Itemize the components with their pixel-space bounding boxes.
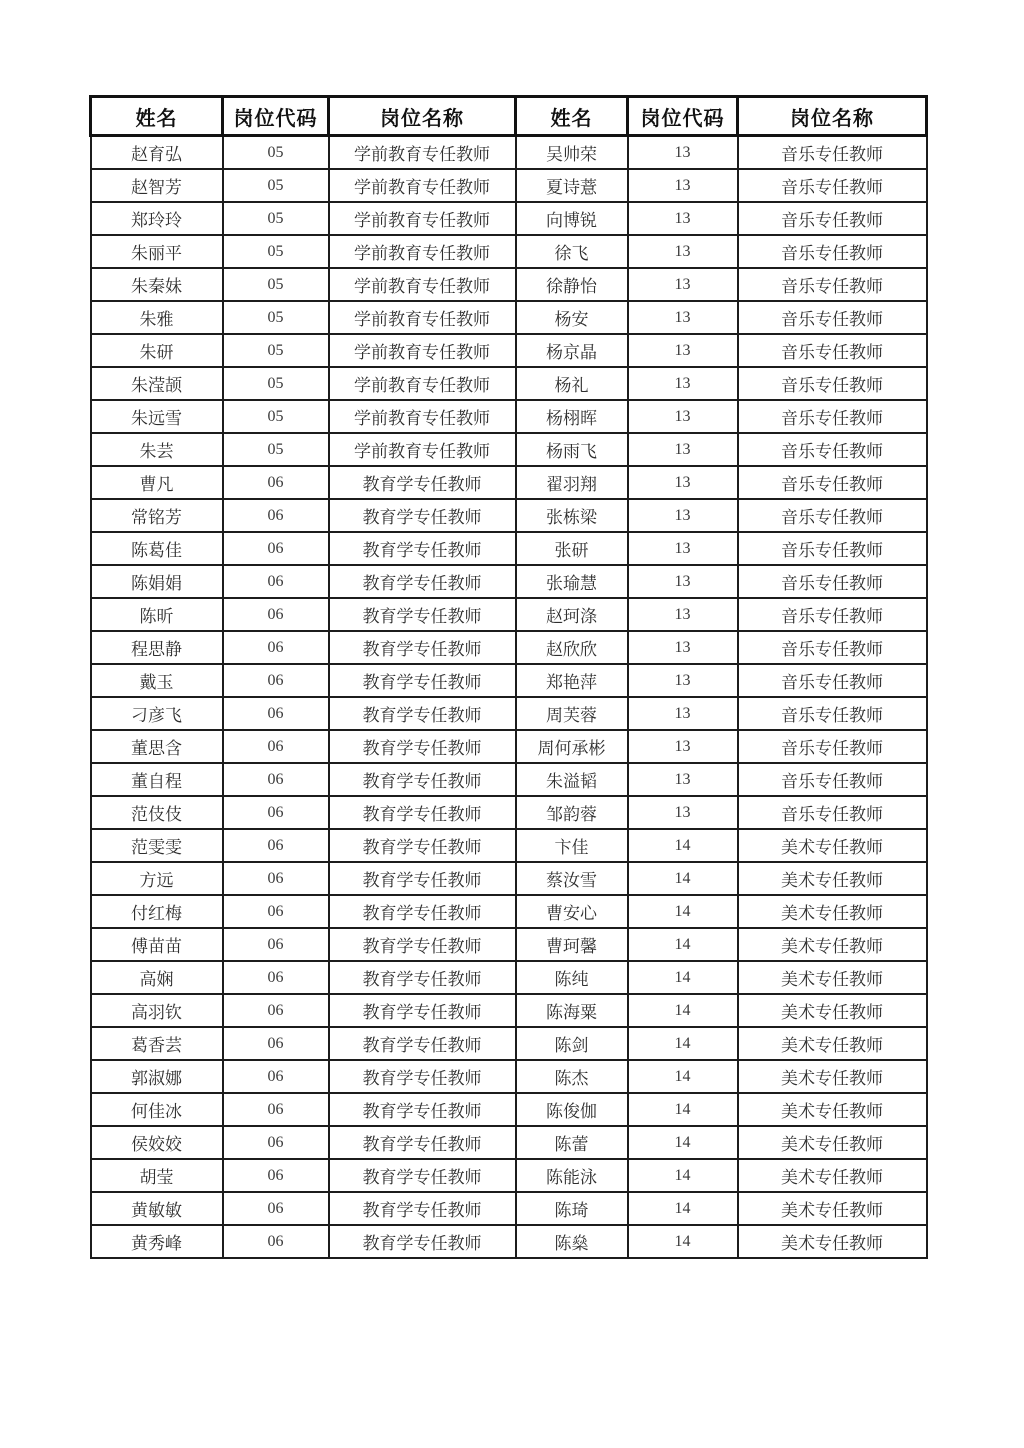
title-cell: 教育学专任教师: [329, 697, 516, 730]
code-cell: 14: [628, 1060, 738, 1093]
code-cell: 13: [628, 697, 738, 730]
title-cell: 音乐专任教师: [738, 796, 927, 829]
title-cell: 音乐专任教师: [738, 334, 927, 367]
name-cell: 范雯雯: [91, 829, 223, 862]
name-cell: 常铭芳: [91, 499, 223, 532]
name-cell: 郭淑娜: [91, 1060, 223, 1093]
title-cell: 音乐专任教师: [738, 565, 927, 598]
code-cell: 13: [628, 202, 738, 235]
name-cell: 张瑜慧: [516, 565, 628, 598]
code-cell: 14: [628, 829, 738, 862]
name-cell: 杨安: [516, 301, 628, 334]
name-cell: 向博锐: [516, 202, 628, 235]
name-cell: 程思静: [91, 631, 223, 664]
name-cell: 高羽钦: [91, 994, 223, 1027]
title-cell: 教育学专任教师: [329, 598, 516, 631]
table-row: [91, 1159, 927, 1192]
name-cell: 朱远雪: [91, 400, 223, 433]
code-cell: 14: [628, 1126, 738, 1159]
code-cell: 13: [628, 796, 738, 829]
name-cell: 徐飞: [516, 235, 628, 268]
name-cell: 胡莹: [91, 1159, 223, 1192]
table-row: [91, 565, 927, 598]
table-row: [91, 1060, 927, 1093]
name-cell: 周芙蓉: [516, 697, 628, 730]
table-row: [91, 730, 927, 763]
name-cell: 付红梅: [91, 895, 223, 928]
name-cell: 朱雅: [91, 301, 223, 334]
name-cell: 杨京晶: [516, 334, 628, 367]
title-cell: 学前教育专任教师: [329, 367, 516, 400]
title-cell: 教育学专任教师: [329, 565, 516, 598]
code-cell: 13: [628, 301, 738, 334]
title-cell: 教育学专任教师: [329, 895, 516, 928]
name-cell: 周何承彬: [516, 730, 628, 763]
name-cell: 陈琦: [516, 1192, 628, 1225]
name-cell: 陈海粟: [516, 994, 628, 1027]
title-cell: 音乐专任教师: [738, 664, 927, 697]
code-cell: 13: [628, 367, 738, 400]
name-cell: 戴玉: [91, 664, 223, 697]
table-row: [91, 697, 927, 730]
name-cell: 朱溢韬: [516, 763, 628, 796]
name-cell: 陈昕: [91, 598, 223, 631]
title-header: 岗位名称: [329, 97, 516, 136]
title-cell: 音乐专任教师: [738, 433, 927, 466]
header-row: [91, 97, 927, 136]
title-cell: 音乐专任教师: [738, 730, 927, 763]
title-cell: 音乐专任教师: [738, 697, 927, 730]
code-cell: 06: [223, 862, 329, 895]
table-row: [91, 268, 927, 301]
name-cell: 陈燊: [516, 1225, 628, 1258]
code-cell: 14: [628, 1027, 738, 1060]
name-cell: 邹韵蓉: [516, 796, 628, 829]
table-row: [91, 301, 927, 334]
name-cell: 赵智芳: [91, 169, 223, 202]
name-cell: 郑玲玲: [91, 202, 223, 235]
name-cell: 陈能泳: [516, 1159, 628, 1192]
title-cell: 音乐专任教师: [738, 532, 927, 565]
title-cell: 教育学专任教师: [329, 961, 516, 994]
table-row: [91, 994, 927, 1027]
code-cell: 06: [223, 499, 329, 532]
title-cell: 美术专任教师: [738, 1192, 927, 1225]
code-cell: 06: [223, 1225, 329, 1258]
table-row: [91, 664, 927, 697]
name-cell: 何佳冰: [91, 1093, 223, 1126]
table-row: [91, 400, 927, 433]
title-cell: 教育学专任教师: [329, 532, 516, 565]
title-cell: 教育学专任教师: [329, 466, 516, 499]
title-cell: 教育学专任教师: [329, 862, 516, 895]
title-cell: 教育学专任教师: [329, 1060, 516, 1093]
table-row: [91, 895, 927, 928]
code-cell: 06: [223, 1093, 329, 1126]
title-cell: 教育学专任教师: [329, 994, 516, 1027]
code-cell: 06: [223, 598, 329, 631]
code-cell: 06: [223, 631, 329, 664]
code-cell: 06: [223, 1027, 329, 1060]
title-header: 岗位名称: [738, 97, 927, 136]
code-header: 岗位代码: [628, 97, 738, 136]
code-cell: 13: [628, 532, 738, 565]
title-cell: 音乐专任教师: [738, 169, 927, 202]
title-cell: 学前教育专任教师: [329, 301, 516, 334]
title-cell: 音乐专任教师: [738, 598, 927, 631]
code-cell: 14: [628, 1093, 738, 1126]
title-cell: 音乐专任教师: [738, 631, 927, 664]
code-cell: 14: [628, 1159, 738, 1192]
title-cell: 教育学专任教师: [329, 763, 516, 796]
name-cell: 杨雨飞: [516, 433, 628, 466]
title-cell: 学前教育专任教师: [329, 202, 516, 235]
name-cell: 葛香芸: [91, 1027, 223, 1060]
title-cell: 学前教育专任教师: [329, 136, 516, 170]
title-cell: 教育学专任教师: [329, 730, 516, 763]
title-cell: 学前教育专任教师: [329, 268, 516, 301]
name-cell: 曹凡: [91, 466, 223, 499]
name-header: 姓名: [91, 97, 223, 136]
name-cell: 赵育弘: [91, 136, 223, 170]
table-row: [91, 598, 927, 631]
code-cell: 06: [223, 796, 329, 829]
name-cell: 曹安心: [516, 895, 628, 928]
table-row: [91, 334, 927, 367]
table-row: [91, 1192, 927, 1225]
code-cell: 14: [628, 994, 738, 1027]
name-cell: 翟羽翔: [516, 466, 628, 499]
name-cell: 陈娟娟: [91, 565, 223, 598]
title-cell: 教育学专任教师: [329, 1159, 516, 1192]
code-cell: 14: [628, 1225, 738, 1258]
code-cell: 14: [628, 961, 738, 994]
code-cell: 13: [628, 730, 738, 763]
title-cell: 音乐专任教师: [738, 268, 927, 301]
title-cell: 教育学专任教师: [329, 1192, 516, 1225]
table-row: [91, 235, 927, 268]
code-cell: 06: [223, 466, 329, 499]
table-row: [91, 169, 927, 202]
code-cell: 14: [628, 862, 738, 895]
code-cell: 06: [223, 895, 329, 928]
title-cell: 美术专任教师: [738, 1093, 927, 1126]
title-cell: 教育学专任教师: [329, 796, 516, 829]
code-cell: 05: [223, 400, 329, 433]
code-cell: 13: [628, 499, 738, 532]
name-cell: 蔡汝雪: [516, 862, 628, 895]
code-cell: 14: [628, 928, 738, 961]
table-row: [91, 1093, 927, 1126]
name-cell: 侯姣姣: [91, 1126, 223, 1159]
table-row: [91, 1027, 927, 1060]
name-cell: 朱滢颉: [91, 367, 223, 400]
code-cell: 06: [223, 928, 329, 961]
code-cell: 13: [628, 169, 738, 202]
title-cell: 美术专任教师: [738, 862, 927, 895]
code-cell: 13: [628, 664, 738, 697]
name-cell: 黄敏敏: [91, 1192, 223, 1225]
table-row: [91, 928, 927, 961]
title-cell: 音乐专任教师: [738, 499, 927, 532]
title-cell: 教育学专任教师: [329, 1126, 516, 1159]
name-cell: 朱研: [91, 334, 223, 367]
code-cell: 14: [628, 1192, 738, 1225]
table-row: [91, 433, 927, 466]
name-cell: 陈蕾: [516, 1126, 628, 1159]
title-cell: 教育学专任教师: [329, 1225, 516, 1258]
name-cell: 陈杰: [516, 1060, 628, 1093]
code-cell: 06: [223, 763, 329, 796]
title-cell: 美术专任教师: [738, 1126, 927, 1159]
code-cell: 06: [223, 664, 329, 697]
code-cell: 05: [223, 433, 329, 466]
table-row: [91, 136, 927, 170]
name-cell: 黄秀峰: [91, 1225, 223, 1258]
code-cell: 05: [223, 334, 329, 367]
title-cell: 美术专任教师: [738, 1027, 927, 1060]
table-row: [91, 862, 927, 895]
title-cell: 音乐专任教师: [738, 202, 927, 235]
code-cell: 14: [628, 895, 738, 928]
name-cell: 董自程: [91, 763, 223, 796]
name-cell: 张研: [516, 532, 628, 565]
code-cell: 06: [223, 565, 329, 598]
title-cell: 教育学专任教师: [329, 928, 516, 961]
title-cell: 学前教育专任教师: [329, 235, 516, 268]
name-cell: 高娴: [91, 961, 223, 994]
name-cell: 陈纯: [516, 961, 628, 994]
code-cell: 06: [223, 994, 329, 1027]
title-cell: 美术专任教师: [738, 1225, 927, 1258]
code-cell: 13: [628, 598, 738, 631]
table-row: [91, 1225, 927, 1258]
name-cell: 朱秦妹: [91, 268, 223, 301]
name-cell: 董思含: [91, 730, 223, 763]
code-cell: 13: [628, 433, 738, 466]
table-row: [91, 499, 927, 532]
name-cell: 吴帅荣: [516, 136, 628, 170]
name-cell: 曹珂馨: [516, 928, 628, 961]
name-cell: 方远: [91, 862, 223, 895]
code-cell: 06: [223, 1060, 329, 1093]
title-cell: 美术专任教师: [738, 994, 927, 1027]
title-cell: 教育学专任教师: [329, 1027, 516, 1060]
code-cell: 06: [223, 1159, 329, 1192]
title-cell: 教育学专任教师: [329, 664, 516, 697]
title-cell: 美术专任教师: [738, 895, 927, 928]
table-row: [91, 961, 927, 994]
name-cell: 朱芸: [91, 433, 223, 466]
name-cell: 陈俊伽: [516, 1093, 628, 1126]
title-cell: 音乐专任教师: [738, 301, 927, 334]
table-row: [91, 1126, 927, 1159]
name-cell: 傅苗苗: [91, 928, 223, 961]
code-cell: 05: [223, 136, 329, 170]
title-cell: 音乐专任教师: [738, 466, 927, 499]
code-cell: 06: [223, 1126, 329, 1159]
name-cell: 杨栩晖: [516, 400, 628, 433]
name-cell: 徐静怡: [516, 268, 628, 301]
code-cell: 13: [628, 400, 738, 433]
code-cell: 13: [628, 631, 738, 664]
position-assignment-table: [89, 95, 928, 1259]
name-cell: 刁彦飞: [91, 697, 223, 730]
title-cell: 学前教育专任教师: [329, 400, 516, 433]
title-cell: 美术专任教师: [738, 1060, 927, 1093]
code-cell: 13: [628, 334, 738, 367]
title-cell: 音乐专任教师: [738, 400, 927, 433]
code-cell: 05: [223, 367, 329, 400]
code-cell: 13: [628, 136, 738, 170]
table-row: [91, 202, 927, 235]
title-cell: 教育学专任教师: [329, 499, 516, 532]
table-row: [91, 367, 927, 400]
title-cell: 音乐专任教师: [738, 367, 927, 400]
title-cell: 学前教育专任教师: [329, 334, 516, 367]
name-cell: 陈葛佳: [91, 532, 223, 565]
name-cell: 杨礼: [516, 367, 628, 400]
table-body: [91, 136, 927, 1259]
title-cell: 美术专任教师: [738, 829, 927, 862]
title-cell: 美术专任教师: [738, 1159, 927, 1192]
code-cell: 13: [628, 466, 738, 499]
code-cell: 05: [223, 268, 329, 301]
title-cell: 美术专任教师: [738, 928, 927, 961]
name-cell: 范伎伎: [91, 796, 223, 829]
table-row: [91, 829, 927, 862]
code-cell: 06: [223, 532, 329, 565]
table-row: [91, 532, 927, 565]
name-cell: 卞佳: [516, 829, 628, 862]
title-cell: 美术专任教师: [738, 961, 927, 994]
title-cell: 学前教育专任教师: [329, 433, 516, 466]
name-cell: 夏诗薏: [516, 169, 628, 202]
code-cell: 13: [628, 235, 738, 268]
title-cell: 教育学专任教师: [329, 1093, 516, 1126]
title-cell: 音乐专任教师: [738, 763, 927, 796]
code-cell: 06: [223, 730, 329, 763]
title-cell: 学前教育专任教师: [329, 169, 516, 202]
code-cell: 06: [223, 829, 329, 862]
name-cell: 张栋梁: [516, 499, 628, 532]
title-cell: 音乐专任教师: [738, 235, 927, 268]
code-cell: 13: [628, 565, 738, 598]
title-cell: 音乐专任教师: [738, 136, 927, 170]
code-cell: 05: [223, 235, 329, 268]
title-cell: 教育学专任教师: [329, 631, 516, 664]
name-cell: 赵珂涤: [516, 598, 628, 631]
code-cell: 13: [628, 763, 738, 796]
code-cell: 13: [628, 268, 738, 301]
name-header: 姓名: [516, 97, 628, 136]
name-cell: 郑艳萍: [516, 664, 628, 697]
code-cell: 05: [223, 301, 329, 334]
code-cell: 06: [223, 697, 329, 730]
table-row: [91, 466, 927, 499]
table-row: [91, 763, 927, 796]
code-cell: 06: [223, 1192, 329, 1225]
table-row: [91, 796, 927, 829]
code-header: 岗位代码: [223, 97, 329, 136]
code-cell: 05: [223, 202, 329, 235]
name-cell: 陈剑: [516, 1027, 628, 1060]
title-cell: 教育学专任教师: [329, 829, 516, 862]
table-row: [91, 631, 927, 664]
name-cell: 朱丽平: [91, 235, 223, 268]
code-cell: 05: [223, 169, 329, 202]
name-cell: 赵欣欣: [516, 631, 628, 664]
code-cell: 06: [223, 961, 329, 994]
